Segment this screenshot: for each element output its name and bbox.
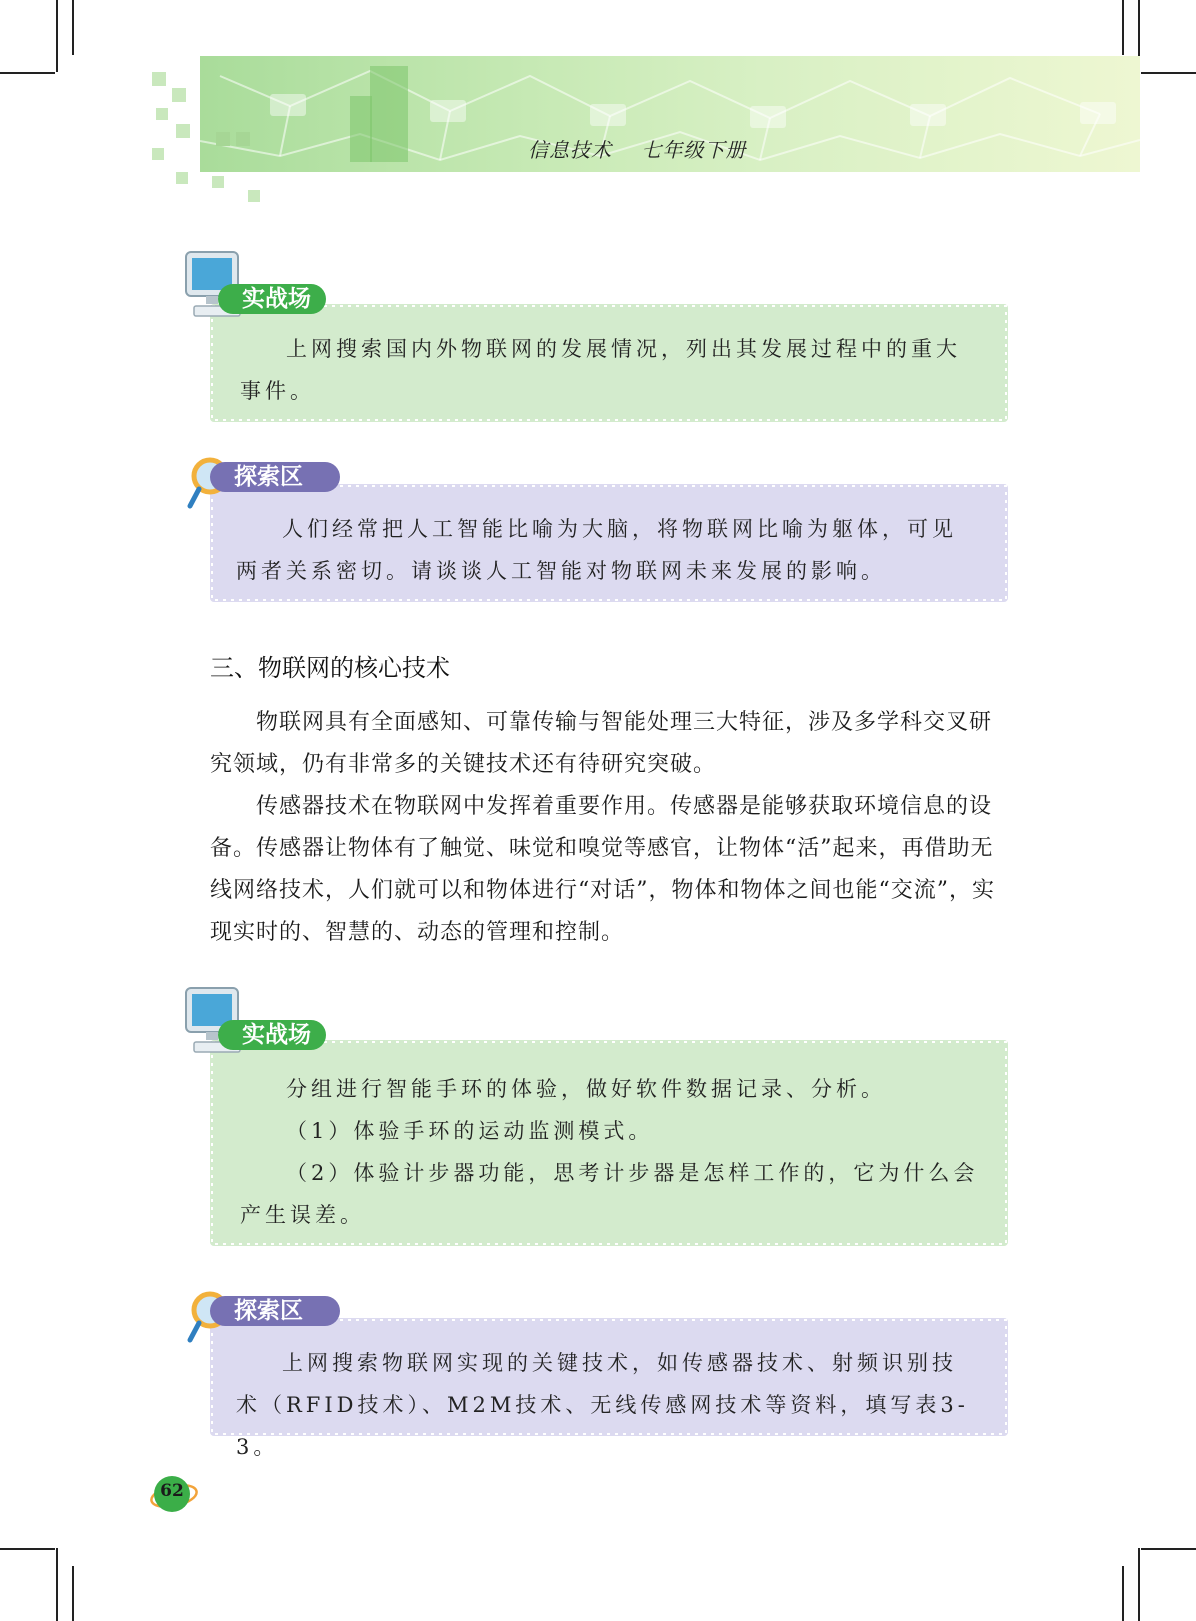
pixel-decoration — [156, 108, 168, 120]
explore-tag: 探索区 — [210, 1296, 340, 1326]
practice-tag: 实战场 — [218, 284, 326, 314]
crop-mark — [0, 1548, 55, 1550]
crop-mark — [1122, 1566, 1124, 1621]
paragraph: 上网搜索物联网实现的关键技术，如传感器技术、射频识别技术（RFID技术）、M2M技术、无线传感网技术等资料，填写表3-3。 — [236, 1351, 969, 1459]
paragraph: （1）体验手环的运动监测模式。 — [286, 1119, 654, 1143]
pixel-decoration — [152, 72, 166, 86]
explore-text — [236, 508, 980, 592]
crop-mark — [0, 72, 55, 74]
pixel-decoration — [212, 176, 224, 188]
paragraph: （2）体验计步器功能，思考计步器是怎样工作的，它为什么会产生误差。 — [240, 1161, 979, 1227]
crop-mark — [72, 0, 74, 55]
crop-mark — [72, 1566, 74, 1621]
pixel-decoration — [152, 148, 164, 160]
paragraph: 传感器技术在物联网中发挥着重要作用。传感器是能够获取环境信息的设备。传感器让物体有了触觉、味觉和嗅觉等感官，让物体“活”起来，再借助无线网络技术，人们就可以和物体进行“对话”，物体和物体之间也能“交流”，实现实时的、智慧的、动态的管理和控制。 — [210, 794, 995, 945]
pixel-decoration — [176, 172, 188, 184]
paragraph: 分组进行智能手环的体验，做好软件数据记录、分析。 — [286, 1077, 886, 1101]
page-number: 62 — [160, 1481, 184, 1501]
pixel-decoration — [172, 88, 186, 102]
crop-mark — [56, 0, 58, 72]
practice-tag: 实战场 — [218, 1020, 326, 1050]
body-paragraph — [210, 702, 1010, 954]
crop-mark — [56, 1548, 58, 1621]
paragraph: 人们经常把人工智能比喻为大脑，将物联网比喻为躯体，可见两者关系密切。请谈谈人工智能对物联网未来发展的影响。 — [236, 517, 957, 583]
pixel-decoration — [216, 132, 230, 146]
pixel-decoration — [176, 124, 190, 138]
explore-text — [236, 1342, 980, 1468]
crop-mark — [1141, 72, 1196, 74]
crop-mark — [1138, 1548, 1140, 1621]
practice-text — [240, 328, 980, 412]
crop-mark — [1141, 1548, 1196, 1550]
pixel-decoration — [236, 132, 250, 146]
practice-text — [240, 1068, 980, 1236]
paragraph: 上网搜索国内外物联网的发展情况，列出其发展过程中的重大事件。 — [240, 337, 961, 403]
header-title: 信息技术 七年级下册 — [528, 138, 747, 162]
pixel-decoration — [248, 190, 260, 202]
section-heading: 三、物联网的核心技术 — [210, 654, 450, 682]
paragraph: 物联网具有全面感知、可靠传输与智能处理三大特征，涉及多学科交叉研究领域，仍有非常多的关键技术还有待研究突破。 — [210, 710, 993, 777]
explore-tag: 探索区 — [210, 462, 340, 492]
crop-mark — [1122, 0, 1124, 55]
